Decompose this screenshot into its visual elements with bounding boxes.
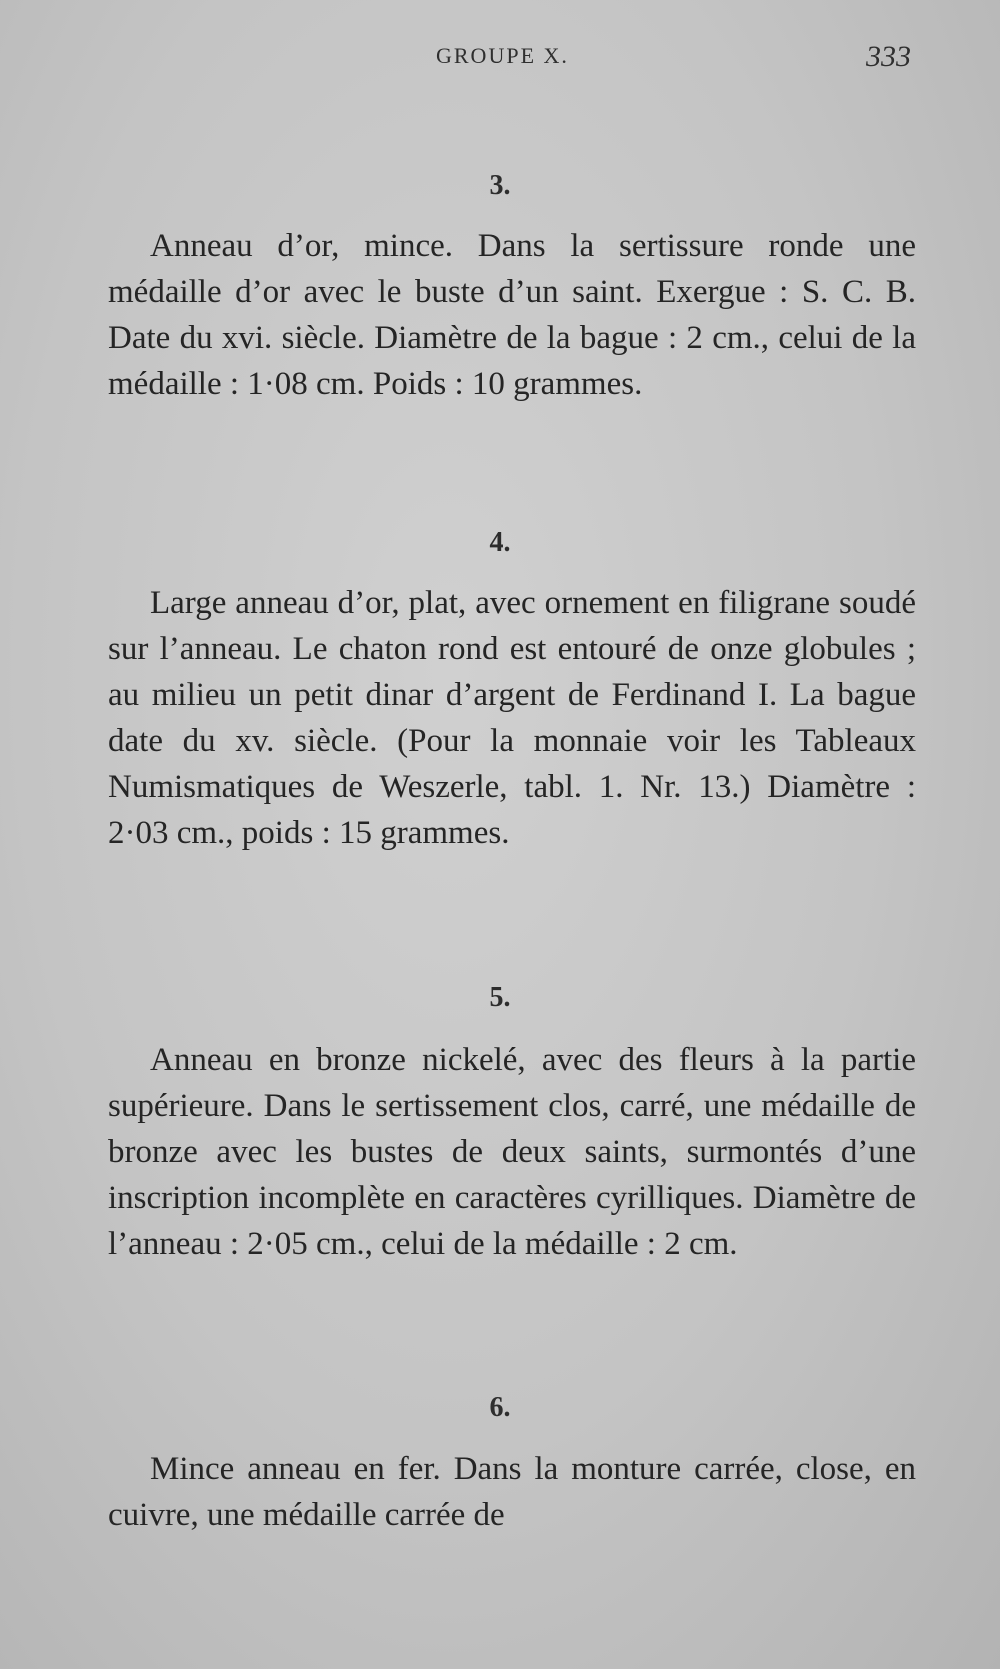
entry-number-5: 5.: [489, 982, 511, 1013]
running-head: [0, 40, 1000, 80]
entry-number-6: 6.: [489, 1392, 511, 1423]
entry-text-5: Anneau en bronze nickelé, avec des fleurs à la partie supérieure. Dans le sertissement clos, carré, une médaille de bronze avec les bustes de deux saints, surmontés d’une inscription incomplète en caractères cyrilliques. Diamètre de l’anneau : 2·05 cm., celui de la médaille : 2 cm.: [108, 1042, 916, 1262]
entry-text-3: Anneau d’or, mince. Dans la sertissure ronde une médaille d’or avec le buste d’un saint. Exergue : S. C. B. Date du xvi. siècle. Diamètre de la bague : 2 cm., celui de la médaille : 1·08 cm. Poids : 10 grammes.: [108, 228, 916, 402]
page-number: 333: [866, 40, 911, 73]
entry-number-3: 3.: [489, 170, 511, 201]
entry-number-4: 4.: [489, 527, 511, 558]
entry-text-4: Large anneau d’or, plat, avec ornement en filigrane soudé sur l’anneau. Le chaton rond est entouré de onze globules ; au milieu un petit dinar d’argent de Ferdinand I. La bague date du xv. siècle. (Pour la monnaie voir les Tableaux Numismatiques de Weszerle, tabl. 1. Nr. 13.) Diamètre : 2·03 cm., poids : 15 grammes.: [108, 585, 916, 851]
entry-text-6: Mince anneau en fer. Dans la monture carrée, close, en cuivre, une médaille carrée de: [108, 1451, 916, 1533]
running-head-title: GROUPE X.: [436, 43, 569, 68]
